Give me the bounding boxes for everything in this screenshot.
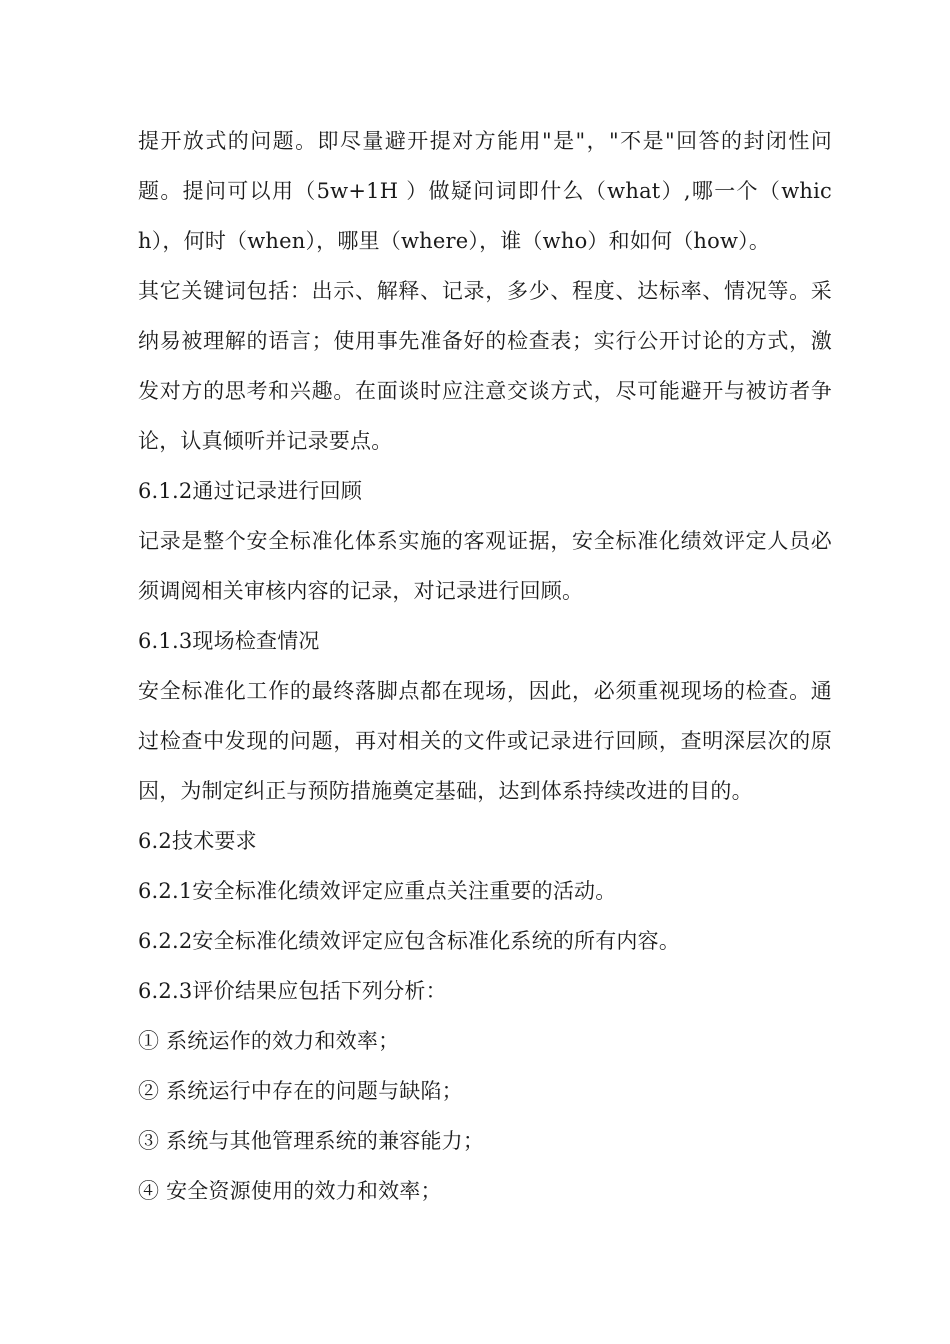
paragraph-records: 记录是整个安全标准化体系实施的客观证据，安全标准化绩效评定人员必须调阅相关审核内容的记录，对记录进行回顾。 [138,529,832,603]
list-item: ② 系统运行中存在的问题与缺陷； [138,1079,463,1103]
section-heading-6-1-3: 6.1.3现场检查情况 [138,629,320,653]
paragraph-site-inspection: 安全标准化工作的最终落脚点都在现场，因此，必须重视现场的检查。通过检查中发现的问题，再对相关的文件或记录进行回顾，查明深层次的原因，为制定纠正与预防措施奠定基础，达到体系持续改进的目的。 [138,679,832,803]
list-item: ③ 系统与其他管理系统的兼容能力； [138,1129,485,1153]
section-heading-6-1-2: 6.1.2通过记录进行回顾 [138,479,363,503]
paragraph-keywords: 其它关键词包括：出示、解释、记录，多少、程度、达标率、情况等。采纳易被理解的语言；使用事先准备好的检查表；实行公开讨论的方式，激发对方的思考和兴趣。在面谈时应注意交谈方式，尽可能避开与被访者争论，认真倾听并记录要点。 [138,279,832,453]
paragraph-open-questions: 提开放式的问题。即尽量避开提对方能用"是"，"不是"回答的封闭性问题。提问可以用（5w+1H ）做疑问词即什么（what）,哪一个（which），何时（when），哪里（where），谁（who）和如何（how）。 [138,129,832,253]
section-heading-6-2: 6.2技术要求 [138,829,257,853]
requirement-6-2-1: 6.2.1安全标准化绩效评定应重点关注重要的活动。 [138,879,617,903]
requirement-6-2-2: 6.2.2安全标准化绩效评定应包含标准化系统的所有内容。 [138,929,681,953]
list-item: ① 系统运作的效力和效率； [138,1029,400,1053]
requirement-6-2-3: 6.2.3评价结果应包括下列分析： [138,979,447,1003]
list-item: ④ 安全资源使用的效力和效率； [138,1179,442,1203]
